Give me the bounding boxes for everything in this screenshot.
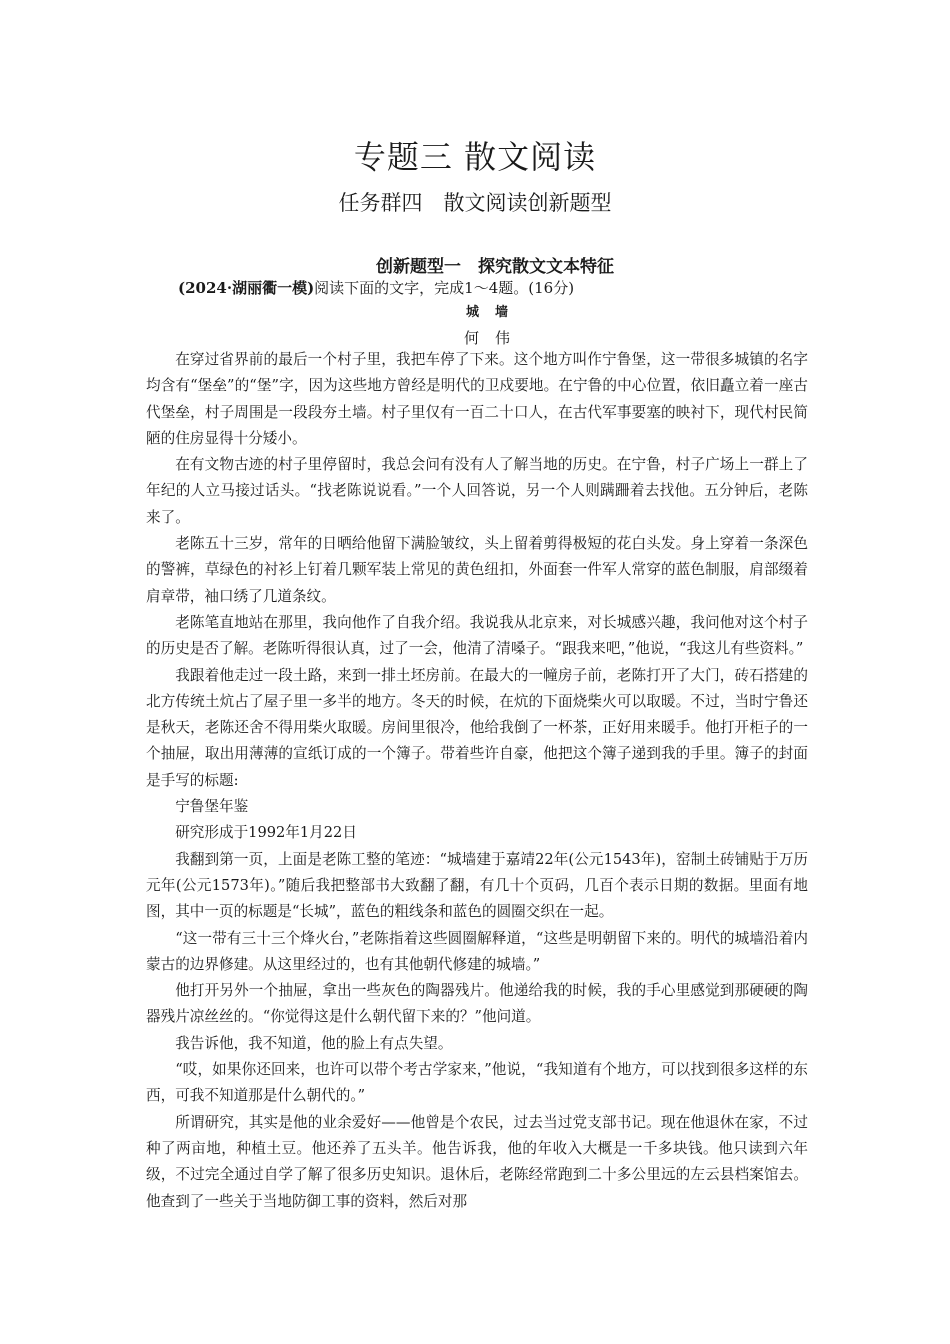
paragraph: 所谓研究，其实是他的业余爱好——他曾是个农民，过去当过党支部书记。现在他退休在家，不过种了两亩地，种植土豆。他还养了五头羊。他告诉我，他的年收入大概是一千多块钱。他只读到六年级，不过完全通过自学了解了很多历史知识。退休后，老陈经常跑到二十多公里远的左云县档案馆去。他查到了一些关于当地防御工事的资料，然后对那 [146,1113,808,1210]
question-source: (2024·湖丽衢一模) [178,279,315,297]
section-heading: 创新题型一 探究散文文本特征 [376,257,614,277]
paragraph: “这一带有三十三个烽火台，”老陈指着这些圆圈解释道，“这些是明朝留下来的。明代的城墙沿着内蒙古的边界修建。从这里经过的，也有其他朝代修建的城墙。” [146,929,808,973]
booklet-title: 宁鲁堡年鉴 [175,798,249,816]
paragraph: 在有文物古迹的村子里停留时，我总会问有没有人了解当地的历史。在宁鲁，村子广场上一群上了年纪的人立马接过话头。“找老陈说说看。”一个人回答说，另一个人则蹒跚着去找他。五分钟后，老陈来了。 [146,456,808,526]
paragraph: 在穿过省界前的最后一个村子里，我把车停了下来。这个地方叫作宁鲁堡，这一带很多城镇的名字均含有“堡垒”的“堡”字，因为这些地方曾经是明代的卫戍要地。在宁鲁的中心位置，依旧矗立着一座古代堡垒，村子周围是一段段夯土墙。村子里仅有一百二十口人，在古代军事要塞的映衬下，现代村民简陋的住房显得十分矮小。 [146,351,808,447]
paragraph: 我翻到第一页，上面是老陈工整的笔迹：“城墙建于嘉靖22年(公元1543年)，窑制土砖铺贴于万历元年(公元1573年)。”随后我把整部书大致翻了翻，有几十个页码，几百个表示日期的数据。里面有地图，其中一页的标题是“长城”，蓝色的粗线条和蓝色的圆圈交织在一起。 [146,850,808,921]
essay-title: 城墙 [465,305,524,320]
page-subtitle: 任务群四 散文阅读创新题型 [338,191,612,215]
paragraph: 老陈笔直地站在那里，我向他作了自我介绍。我说我从北京来，对长城感兴趣，我问他对这个村子的历史是否了解。老陈听得很认真，过了一会，他清了清嗓子。“跟我来吧，”他说，“我这儿有些资料。” [146,613,808,658]
paragraph: “哎，如果你还回来，也许可以带个考古学家来，”他说，“我知道有个地方，可以找到很多这样的东西，可我不知道那是什么朝代的。” [146,1061,808,1105]
paragraph: 我跟着他走过一段土路，来到一排土坯房前。在最大的一幢房子前，老陈打开了大门，砖石搭建的北方传统土炕占了屋子里一多半的地方。冬天的时候，在炕的下面烧柴火可以取暖。不过，当时宁鲁还是秋天，老陈还舍不得用柴火取暖。房间里很冷，他给我倒了一杯茶，正好用来暖手。他打开柜子的一个抽屉，取出用薄薄的宣纸订成的一个簿子。带着些许自豪，他把这个簿子递到我的手里。簿子的封面是手写的标题: [146,666,808,789]
paragraph: 老陈五十三岁，常年的日晒给他留下满脸皱纹，头上留着剪得极短的花白头发。身上穿着一条深色的警裤，草绿色的衬衫上钉着几颗军装上常见的黄色纽扣，外面套一件军人常穿的蓝色制服，肩部缀着肩章带，袖口绣了几道条纹。 [146,535,808,605]
essay-body [146,347,808,1215]
question-intro [178,277,818,298]
page-title: 专题三 散文阅读 [353,138,597,176]
essay-author: 何伟 [463,329,526,347]
booklet-date: 研究形成于1992年1月22日 [175,824,357,842]
paragraph: 我告诉他，我不知道，他的脸上有点失望。 [175,1034,453,1052]
paragraph: 他打开另外一个抽屉，拿出一些灰色的陶器残片。他递给我的时候，我的手心里感觉到那硬硬的陶器残片凉丝丝的。“你觉得这是什么朝代留下来的？”他问道。 [146,982,808,1026]
question-instruction: 阅读下面的文字，完成1～4题。(16分) [314,279,575,297]
